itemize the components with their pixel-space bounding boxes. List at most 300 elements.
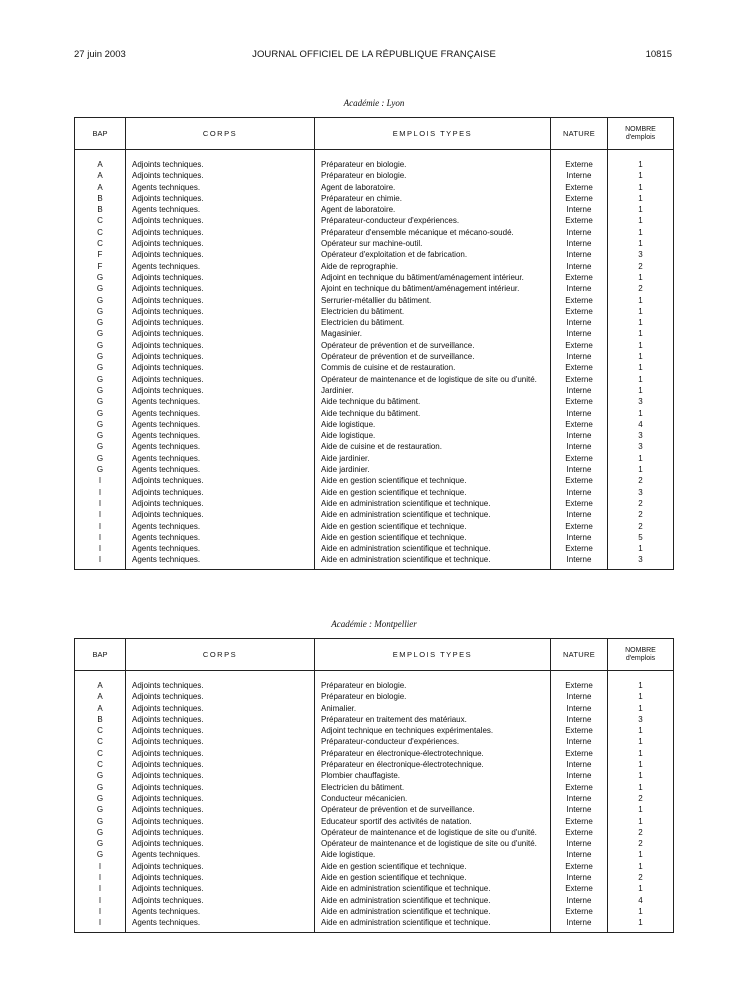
- row-bap: G: [75, 317, 126, 328]
- row-corps: Adjoints techniques.: [126, 487, 315, 498]
- row-nature: Externe: [551, 827, 608, 838]
- row-bap: I: [75, 861, 126, 872]
- row-bap: G: [75, 770, 126, 781]
- row-emploi: Electricien du bâtiment.: [315, 782, 551, 793]
- table-row: [75, 883, 674, 894]
- row-corps: Adjoints techniques.: [126, 759, 315, 770]
- row-corps: Adjoints techniques.: [126, 816, 315, 827]
- row-bap: I: [75, 509, 126, 520]
- row-emploi: Aide en gestion scientifique et technique.: [315, 487, 551, 498]
- row-emploi: Animalier.: [315, 703, 551, 714]
- row-corps: Adjoints techniques.: [126, 861, 315, 872]
- row-emploi: Préparateur d'ensemble mécanique et mécano-soudé.: [315, 227, 551, 238]
- row-nature: Interne: [551, 703, 608, 714]
- table-row: [75, 804, 674, 815]
- row-emploi: Electricien du bâtiment.: [315, 306, 551, 317]
- col-header-emplois: EMPLOIS TYPES: [315, 118, 551, 150]
- row-corps: Adjoints techniques.: [126, 895, 315, 906]
- row-bap: B: [75, 193, 126, 204]
- row-nombre: 3: [608, 430, 674, 441]
- row-bap: I: [75, 906, 126, 917]
- col-header-nature: NATURE: [551, 118, 608, 150]
- row-bap: I: [75, 543, 126, 554]
- row-bap: C: [75, 725, 126, 736]
- table-row: [75, 441, 674, 452]
- row-emploi: Adjoint technique en techniques expérimentales.: [315, 725, 551, 736]
- row-nombre: 1: [608, 306, 674, 317]
- row-nombre: 1: [608, 227, 674, 238]
- row-nombre: 1: [608, 385, 674, 396]
- row-nature: Externe: [551, 475, 608, 486]
- row-nombre: 1: [608, 816, 674, 827]
- row-corps: Adjoints techniques.: [126, 827, 315, 838]
- row-bap: C: [75, 227, 126, 238]
- row-corps: Adjoints techniques.: [126, 714, 315, 725]
- row-corps: Adjoints techniques.: [126, 159, 315, 170]
- row-nature: Externe: [551, 521, 608, 532]
- row-emploi: Préparateur en biologie.: [315, 680, 551, 691]
- row-nombre: 1: [608, 883, 674, 894]
- row-corps: Adjoints techniques.: [126, 509, 315, 520]
- row-corps: Adjoints techniques.: [126, 804, 315, 815]
- row-bap: B: [75, 204, 126, 215]
- row-corps: Adjoints techniques.: [126, 680, 315, 691]
- row-nombre: 1: [608, 159, 674, 170]
- row-nature: Interne: [551, 691, 608, 702]
- row-nature: Externe: [551, 182, 608, 193]
- row-nombre: 3: [608, 487, 674, 498]
- row-corps: Agents techniques.: [126, 430, 315, 441]
- table-row: [75, 748, 674, 759]
- row-bap: I: [75, 475, 126, 486]
- row-corps: Adjoints techniques.: [126, 703, 315, 714]
- row-corps: Adjoints techniques.: [126, 793, 315, 804]
- table-row: [75, 272, 674, 283]
- row-emploi: Préparateur en électronique-électrotechnique.: [315, 748, 551, 759]
- table-row: [75, 782, 674, 793]
- table-row: [75, 430, 674, 441]
- row-bap: G: [75, 295, 126, 306]
- row-bap: G: [75, 283, 126, 294]
- row-corps: Adjoints techniques.: [126, 362, 315, 373]
- table-row: [75, 816, 674, 827]
- row-nombre: 4: [608, 419, 674, 430]
- row-bap: G: [75, 793, 126, 804]
- row-bap: A: [75, 691, 126, 702]
- row-emploi: Aide en administration scientifique et technique.: [315, 895, 551, 906]
- row-emploi: Aide en gestion scientifique et technique.: [315, 861, 551, 872]
- row-bap: A: [75, 170, 126, 181]
- row-nature: Interne: [551, 509, 608, 520]
- table-row: [75, 306, 674, 317]
- row-corps: Agents techniques.: [126, 204, 315, 215]
- row-corps: Agents techniques.: [126, 419, 315, 430]
- row-nombre: 2: [608, 283, 674, 294]
- row-bap: C: [75, 759, 126, 770]
- col-header-nombre-2: d'emplois: [625, 133, 656, 141]
- table-row: [75, 204, 674, 215]
- row-nombre: 1: [608, 804, 674, 815]
- table-row: [75, 827, 674, 838]
- table-row: [75, 895, 674, 906]
- row-nature: Interne: [551, 441, 608, 452]
- row-corps: Agents techniques.: [126, 849, 315, 860]
- row-nombre: 1: [608, 725, 674, 736]
- table-row: [75, 182, 674, 193]
- table-row: [75, 238, 674, 249]
- row-nature: Externe: [551, 680, 608, 691]
- row-emploi: Préparateur-conducteur d'expériences.: [315, 736, 551, 747]
- row-nombre: 1: [608, 340, 674, 351]
- row-nature: Interne: [551, 351, 608, 362]
- row-nombre: 1: [608, 295, 674, 306]
- col-header-emplois: EMPLOIS TYPES: [315, 639, 551, 671]
- row-nature: Externe: [551, 362, 608, 373]
- row-bap: I: [75, 487, 126, 498]
- row-emploi: Aide en administration scientifique et technique.: [315, 917, 551, 932]
- row-corps: Agents techniques.: [126, 182, 315, 193]
- row-corps: Adjoints techniques.: [126, 317, 315, 328]
- table-row: [75, 227, 674, 238]
- row-nature: Interne: [551, 261, 608, 272]
- row-corps: Adjoints techniques.: [126, 498, 315, 509]
- row-nombre: 1: [608, 317, 674, 328]
- table-row: [75, 759, 674, 770]
- table-row: [75, 521, 674, 532]
- row-bap: G: [75, 782, 126, 793]
- row-corps: Adjoints techniques.: [126, 340, 315, 351]
- row-nombre: 3: [608, 714, 674, 725]
- row-nature: Externe: [551, 543, 608, 554]
- row-corps: Agents techniques.: [126, 554, 315, 569]
- row-emploi: Opérateur d'exploitation et de fabrication.: [315, 249, 551, 260]
- row-nature: Interne: [551, 238, 608, 249]
- row-bap: C: [75, 736, 126, 747]
- row-emploi: Aide logistique.: [315, 419, 551, 430]
- row-emploi: Opérateur de prévention et de surveillance.: [315, 351, 551, 362]
- row-nature: Externe: [551, 193, 608, 204]
- row-nature: Externe: [551, 748, 608, 759]
- row-nombre: 1: [608, 543, 674, 554]
- row-nature: Externe: [551, 340, 608, 351]
- row-bap: G: [75, 272, 126, 283]
- row-nature: Externe: [551, 272, 608, 283]
- row-nature: Interne: [551, 838, 608, 849]
- row-emploi: Aide de reprographie.: [315, 261, 551, 272]
- row-emploi: Plombier chauffagiste.: [315, 770, 551, 781]
- row-emploi: Aide en administration scientifique et technique.: [315, 498, 551, 509]
- row-bap: G: [75, 374, 126, 385]
- table-row: [75, 170, 674, 181]
- table-row: [75, 351, 674, 362]
- row-nature: Externe: [551, 159, 608, 170]
- table-row: [75, 861, 674, 872]
- row-bap: A: [75, 703, 126, 714]
- row-nombre: 1: [608, 464, 674, 475]
- row-emploi: Préparateur en biologie.: [315, 159, 551, 170]
- row-nature: Interne: [551, 317, 608, 328]
- row-corps: Adjoints techniques.: [126, 385, 315, 396]
- row-nature: Interne: [551, 804, 608, 815]
- row-bap: G: [75, 849, 126, 860]
- table-lyon: [74, 117, 674, 570]
- row-nature: Interne: [551, 532, 608, 543]
- table-row: [75, 385, 674, 396]
- row-nature: Externe: [551, 306, 608, 317]
- row-nature: Interne: [551, 736, 608, 747]
- table-row: [75, 872, 674, 883]
- table-montpellier: [74, 638, 674, 933]
- row-corps: Adjoints techniques.: [126, 227, 315, 238]
- row-emploi: Préparateur-conducteur d'expériences.: [315, 215, 551, 226]
- row-emploi: Aide en administration scientifique et technique.: [315, 509, 551, 520]
- row-emploi: Préparateur en électronique-électrotechnique.: [315, 759, 551, 770]
- academy-title-lyon: Académie : Lyon: [343, 98, 405, 108]
- row-corps: Adjoints techniques.: [126, 725, 315, 736]
- row-nature: Externe: [551, 883, 608, 894]
- row-emploi: Aide logistique.: [315, 849, 551, 860]
- row-emploi: Magasinier.: [315, 328, 551, 339]
- table-row: [75, 374, 674, 385]
- row-bap: C: [75, 238, 126, 249]
- table-row: [75, 408, 674, 419]
- row-nombre: 1: [608, 238, 674, 249]
- col-header-nombre-1: NOMBRE: [625, 125, 656, 133]
- row-nombre: 1: [608, 861, 674, 872]
- row-bap: I: [75, 532, 126, 543]
- row-bap: G: [75, 441, 126, 452]
- row-emploi: Préparateur en biologie.: [315, 170, 551, 181]
- row-nombre: 2: [608, 475, 674, 486]
- row-nombre: 1: [608, 170, 674, 181]
- col-header-corps: CORPS: [126, 639, 315, 671]
- row-nombre: 1: [608, 408, 674, 419]
- row-nombre: 2: [608, 827, 674, 838]
- row-corps: Adjoints techniques.: [126, 883, 315, 894]
- table-row: [75, 317, 674, 328]
- table-row: [75, 703, 674, 714]
- row-corps: Adjoints techniques.: [126, 782, 315, 793]
- table-row: [75, 849, 674, 860]
- table-row: [75, 362, 674, 373]
- row-nature: Externe: [551, 861, 608, 872]
- row-corps: Agents techniques.: [126, 532, 315, 543]
- row-emploi: Aide en gestion scientifique et technique.: [315, 872, 551, 883]
- row-corps: Adjoints techniques.: [126, 283, 315, 294]
- table-row: [75, 464, 674, 475]
- col-header-nombre-2: d'emplois: [625, 654, 656, 662]
- row-emploi: Aide en gestion scientifique et technique.: [315, 521, 551, 532]
- row-emploi: Aide en administration scientifique et technique.: [315, 554, 551, 569]
- row-emploi: Opérateur de prévention et de surveillance.: [315, 340, 551, 351]
- row-nature: Interne: [551, 408, 608, 419]
- row-emploi: Aide jardinier.: [315, 464, 551, 475]
- row-nombre: 2: [608, 793, 674, 804]
- row-nature: Interne: [551, 385, 608, 396]
- row-corps: Adjoints techniques.: [126, 475, 315, 486]
- col-header-nombre: [608, 639, 674, 671]
- col-header-bap: BAP: [75, 118, 126, 150]
- row-bap: I: [75, 883, 126, 894]
- row-nombre: 1: [608, 328, 674, 339]
- row-bap: A: [75, 680, 126, 691]
- row-bap: A: [75, 182, 126, 193]
- table-body-lyon: [75, 150, 674, 570]
- row-nature: Interne: [551, 849, 608, 860]
- row-nature: Externe: [551, 215, 608, 226]
- row-bap: I: [75, 895, 126, 906]
- row-emploi: Agent de laboratoire.: [315, 204, 551, 215]
- table-row: [75, 714, 674, 725]
- table-row: [75, 770, 674, 781]
- row-bap: I: [75, 521, 126, 532]
- row-emploi: Serrurier-métallier du bâtiment.: [315, 295, 551, 306]
- row-bap: G: [75, 351, 126, 362]
- row-emploi: Adjoint en technique du bâtiment/aménagement intérieur.: [315, 272, 551, 283]
- row-nature: Interne: [551, 464, 608, 475]
- row-emploi: Préparateur en traitement des matériaux.: [315, 714, 551, 725]
- row-nombre: 4: [608, 895, 674, 906]
- row-corps: Adjoints techniques.: [126, 170, 315, 181]
- row-nombre: 1: [608, 204, 674, 215]
- table-row: [75, 396, 674, 407]
- table-row: [75, 419, 674, 430]
- row-nombre: 1: [608, 193, 674, 204]
- row-nature: Interne: [551, 759, 608, 770]
- row-emploi: Aide en administration scientifique et technique.: [315, 906, 551, 917]
- table-row: [75, 736, 674, 747]
- row-corps: Agents techniques.: [126, 906, 315, 917]
- spacer-row: [75, 150, 674, 160]
- row-nature: Externe: [551, 906, 608, 917]
- row-nombre: 1: [608, 215, 674, 226]
- row-nombre: 1: [608, 736, 674, 747]
- row-emploi: Opérateur de maintenance et de logistique de site ou d'unité.: [315, 374, 551, 385]
- table-row: [75, 498, 674, 509]
- page-number: 10815: [645, 49, 672, 60]
- row-bap: G: [75, 838, 126, 849]
- row-nombre: 1: [608, 351, 674, 362]
- row-nombre: 3: [608, 554, 674, 569]
- table-row: [75, 453, 674, 464]
- row-corps: Agents techniques.: [126, 408, 315, 419]
- row-nombre: 1: [608, 374, 674, 385]
- page-header: [0, 49, 748, 63]
- row-nature: Interne: [551, 895, 608, 906]
- row-nombre: 2: [608, 509, 674, 520]
- row-nature: Externe: [551, 725, 608, 736]
- row-emploi: Préparateur en biologie.: [315, 691, 551, 702]
- row-corps: Adjoints techniques.: [126, 872, 315, 883]
- table-row: [75, 283, 674, 294]
- row-emploi: Jardinier.: [315, 385, 551, 396]
- table-row: [75, 691, 674, 702]
- row-emploi: Electricien du bâtiment.: [315, 317, 551, 328]
- row-nature: Interne: [551, 328, 608, 339]
- row-nombre: 1: [608, 691, 674, 702]
- table-body-montpellier: [75, 671, 674, 933]
- row-bap: G: [75, 419, 126, 430]
- row-bap: G: [75, 804, 126, 815]
- row-bap: I: [75, 872, 126, 883]
- row-corps: Adjoints techniques.: [126, 193, 315, 204]
- table-row: [75, 261, 674, 272]
- row-nature: Externe: [551, 374, 608, 385]
- row-bap: I: [75, 917, 126, 932]
- row-nombre: 1: [608, 272, 674, 283]
- row-bap: G: [75, 453, 126, 464]
- row-emploi: Opérateur sur machine-outil.: [315, 238, 551, 249]
- row-nombre: 2: [608, 261, 674, 272]
- row-nature: Interne: [551, 714, 608, 725]
- row-nombre: 1: [608, 917, 674, 932]
- table-row: [75, 532, 674, 543]
- row-corps: Adjoints techniques.: [126, 770, 315, 781]
- row-nature: Externe: [551, 782, 608, 793]
- row-corps: Adjoints techniques.: [126, 306, 315, 317]
- row-corps: Adjoints techniques.: [126, 736, 315, 747]
- row-corps: Agents techniques.: [126, 453, 315, 464]
- col-header-nombre-1: NOMBRE: [625, 646, 656, 654]
- spacer-row: [75, 671, 674, 681]
- row-emploi: Ajoint en technique du bâtiment/aménagement intérieur.: [315, 283, 551, 294]
- row-emploi: Opérateur de prévention et de surveillance.: [315, 804, 551, 815]
- row-nature: Interne: [551, 793, 608, 804]
- row-nombre: 1: [608, 849, 674, 860]
- row-emploi: Aide en administration scientifique et technique.: [315, 543, 551, 554]
- row-nombre: 2: [608, 498, 674, 509]
- row-bap: G: [75, 328, 126, 339]
- row-nature: Externe: [551, 453, 608, 464]
- row-corps: Agents techniques.: [126, 396, 315, 407]
- table-row: [75, 509, 674, 520]
- row-nombre: 1: [608, 906, 674, 917]
- row-corps: Agents techniques.: [126, 464, 315, 475]
- row-emploi: Aide en gestion scientifique et technique.: [315, 532, 551, 543]
- row-nombre: 1: [608, 770, 674, 781]
- row-nombre: 1: [608, 680, 674, 691]
- row-corps: Adjoints techniques.: [126, 295, 315, 306]
- row-nature: Externe: [551, 295, 608, 306]
- row-emploi: Commis de cuisine et de restauration.: [315, 362, 551, 373]
- row-emploi: Agent de laboratoire.: [315, 182, 551, 193]
- row-corps: Agents techniques.: [126, 543, 315, 554]
- table-row: [75, 487, 674, 498]
- table-row: [75, 328, 674, 339]
- table-row: [75, 906, 674, 917]
- row-bap: G: [75, 385, 126, 396]
- row-nombre: 1: [608, 782, 674, 793]
- row-bap: I: [75, 498, 126, 509]
- row-nature: Interne: [551, 872, 608, 883]
- row-nombre: 5: [608, 532, 674, 543]
- col-header-nombre: [608, 118, 674, 150]
- row-bap: C: [75, 748, 126, 759]
- row-nature: Interne: [551, 283, 608, 294]
- row-bap: C: [75, 215, 126, 226]
- row-nature: Interne: [551, 430, 608, 441]
- table-row: [75, 554, 674, 569]
- row-nombre: 1: [608, 748, 674, 759]
- row-corps: Adjoints techniques.: [126, 249, 315, 260]
- row-nombre: 2: [608, 872, 674, 883]
- row-bap: G: [75, 827, 126, 838]
- row-nature: Interne: [551, 204, 608, 215]
- row-nombre: 1: [608, 759, 674, 770]
- row-corps: Adjoints techniques.: [126, 838, 315, 849]
- row-corps: Adjoints techniques.: [126, 351, 315, 362]
- row-nature: Externe: [551, 816, 608, 827]
